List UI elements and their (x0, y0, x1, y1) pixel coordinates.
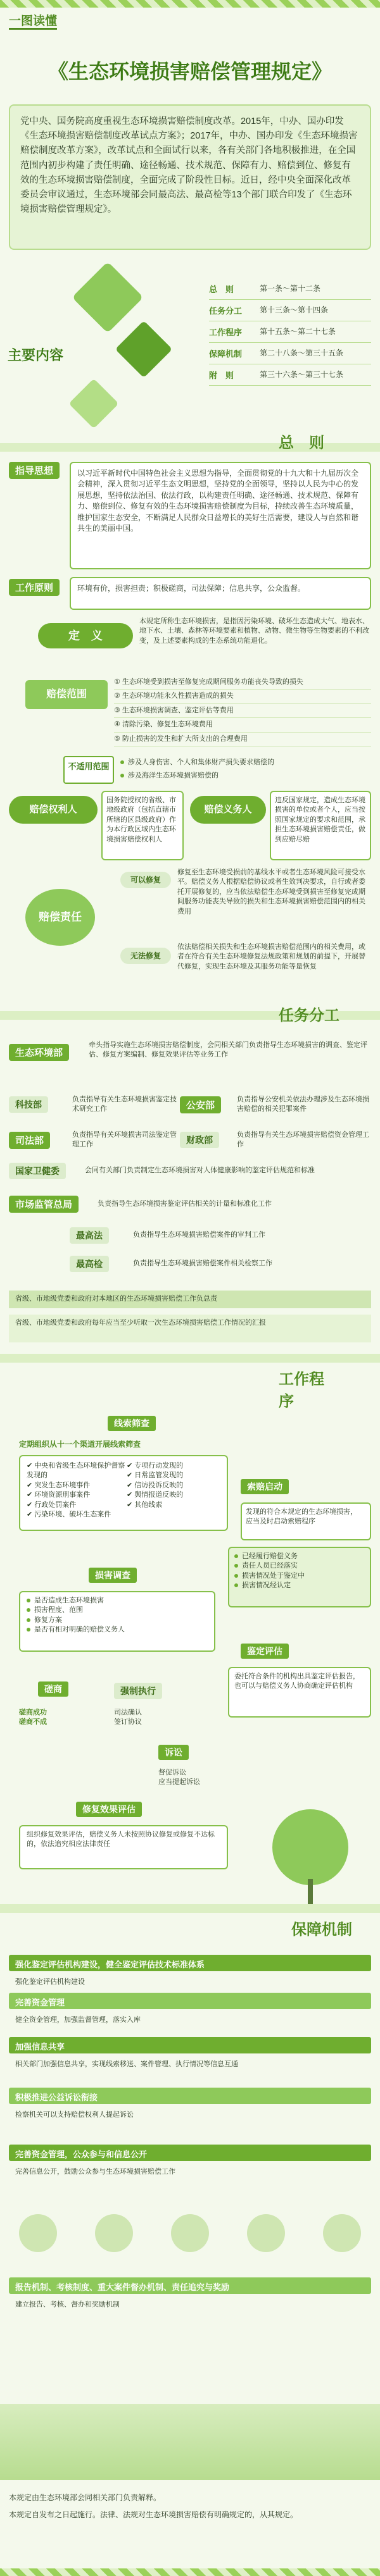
consult-success: 磋商成功 (19, 1709, 47, 1716)
principle-text: 环境有价，损害担责；积极磋商，司法保障；信息共享，公众监督。 (77, 584, 306, 593)
footer-line-1: 本规定由生态环境部会同相关部门负责解释。 (9, 2493, 162, 2502)
header-tag (9, 11, 57, 28)
org-top-label (9, 1044, 85, 1065)
liability-label: 赔偿责任 (25, 889, 95, 946)
clue-box (19, 1455, 228, 1531)
org-health-label: 国家卫健委 (9, 1163, 66, 1179)
clue-item: ✔ 污染环境、破坏生态案件 (27, 1510, 111, 1518)
chapter-range: 第十三条～第十四条 (260, 305, 329, 314)
enforce-item: 司法确认 (114, 1709, 142, 1716)
procedure-title (279, 1366, 329, 1411)
guarantee-title-text: 保障机制 (291, 1921, 352, 1938)
scope-label: 赔偿范围 (25, 680, 108, 709)
province-text-1: 省级、市地级党委和政府对本地区的生态环境损害赔偿工作负总责 (15, 1295, 217, 1303)
exclude-label: 不适用范围 (63, 756, 114, 784)
exclude-item (120, 756, 371, 769)
org-top-text: 生态环境部 (9, 1044, 69, 1061)
chapter-item (209, 343, 371, 364)
icon-row (19, 2214, 361, 2265)
repair-text: 组织修复效果评估，赔偿义务人未按照协议修复或修复不达标的，依法追究相应法律责任 (27, 1831, 215, 1848)
org-top-box (89, 1041, 371, 1079)
guarantee-text-3: 相关部门加强信息共享，实现线索移送、案件管理、执行情况等信息互通 (15, 2060, 238, 2068)
principle-label (9, 579, 60, 596)
obligor-label: 赔偿义务人 (190, 796, 266, 824)
litigation-item: 应当提起诉讼 (158, 1778, 200, 1786)
consult-sub (19, 1708, 108, 1728)
section-divider (0, 1354, 380, 1363)
repair-label (76, 1803, 142, 1816)
chapter-name: 工作程序 (209, 328, 243, 337)
chapter-name: 附 则 (209, 371, 234, 380)
principle-label-text: 工作原则 (9, 579, 60, 596)
clue-item: ✔ 信访投诉反映的 (126, 1481, 184, 1489)
survey-right-item: 损害情况处于鉴定中 (234, 1571, 365, 1581)
repairable-label: 可以修复 (120, 872, 171, 888)
clue-item: ✔ 环境资源刑事案件 (27, 1491, 91, 1499)
province-note-2 (9, 1315, 371, 1342)
appraisal-label (241, 1645, 289, 1657)
exclude-list (120, 756, 371, 783)
survey-right-box (228, 1547, 371, 1607)
footer-line-2: 本规定自发布之日起施行。法律、法规对生态环境损害赔偿有明确规定的，从其规定。 (9, 2510, 298, 2520)
page-title: 《生态环境损害赔偿管理规定》 (48, 60, 332, 83)
guiding-label-text: 指导思想 (9, 462, 60, 479)
chapter-range: 第二十八条～第三十五条 (260, 348, 344, 357)
tasks-title (279, 1003, 339, 1025)
appraisal-label-text: 鉴定评估 (241, 1644, 289, 1659)
guarantee-bar-2: 完善资金管理 (9, 1993, 371, 2009)
consult-label-text: 磋商 (38, 1681, 68, 1697)
zongze-title-text: 总 则 (279, 435, 324, 452)
footer (9, 2492, 371, 2521)
chapter-item (209, 321, 371, 343)
zongze-title (279, 430, 324, 452)
survey-right-item: 损害情况经认定 (234, 1581, 365, 1590)
definition-text: 本规定所称生态环境损害，是指因污染环境、破坏生态造成大气、地表水、地下水、土壤、森林等环境要素和植物、动物、微生物等生物要素的不利改变，及上述要素构成的生态系统功能退化。 (139, 617, 369, 645)
scope-item: ③ 生态环境损害调查、鉴定评估等费用 (114, 704, 371, 718)
repairable-box (177, 868, 371, 936)
guarantee-text-6: 建立报告、考核、督办和奖励机制 (15, 2301, 120, 2308)
people-icon (95, 2214, 133, 2252)
org-label: 司法部 (9, 1132, 72, 1149)
procedure-title-text: 工作程序 (279, 1371, 324, 1410)
province-note-1 (9, 1291, 371, 1308)
org-market-label: 市场监管总局 (9, 1196, 79, 1213)
chapter-range: 第一条～第十二条 (260, 283, 321, 293)
chapter-range: 第十五条～第二十七条 (260, 326, 336, 336)
org-pairs (9, 1087, 371, 1158)
org-proc-desc: 负责指导生态环境损害赔偿案件相关检察工作 (133, 1260, 272, 1268)
scope-item: ① 生态环境受到损害至修复完成期间服务功能丧失导致的损失 (114, 676, 371, 690)
org-desc: 负责指导有关生态环境损害赔偿资金管理工作 (237, 1130, 369, 1148)
survey-item: 是否有相对明确的赔偿义务人 (27, 1625, 208, 1635)
case-item: 发现的符合本规定的生态环境损害， (246, 1508, 357, 1516)
enforce-label-text: 强制执行 (114, 1683, 162, 1699)
survey-item: 修复方案 (27, 1616, 208, 1625)
chapter-item (209, 278, 371, 300)
repairable-text: 修复至生态环境受损前的基线水平或者生态环境风险可接受水平。赔偿义务人根据赔偿协议或者生效判决要求，自行或者委托开展修复的，应当依法赔偿生态环境受到损害至修复完成期间服务功能丧失导致的损失和生态环境损害赔偿范围内的相关费用 (177, 869, 365, 915)
case-item: 应当及时启动索赔程序 (246, 1518, 315, 1526)
survey-label-text: 损害调查 (89, 1568, 137, 1583)
clue-label-text: 线索筛查 (108, 1416, 156, 1431)
org-label: 科技部 (9, 1096, 72, 1113)
guiding-label (9, 462, 60, 479)
diamond-decoration (72, 261, 143, 333)
chapter-name: 总 则 (209, 285, 234, 294)
chapter-range: 第三十六条～第三十七条 (260, 369, 344, 379)
guarantee-bar-6: 报告机制、考核制度、重大案件督办机制、责任追究与奖励 (9, 2277, 371, 2294)
clue-intro-text: 定期组织从十一个渠道开展线索筛查 (19, 1440, 141, 1449)
survey-label (89, 1569, 137, 1582)
main-content-label (8, 345, 63, 364)
clue-item: ✔ 舆情报道反映的 (126, 1491, 184, 1499)
intro-card (9, 104, 371, 250)
case-label-text: 索赔启动 (241, 1479, 289, 1494)
scope-item: ② 生态环境功能永久性损害造成的损失 (114, 690, 371, 703)
org-health-desc: 会同有关部门负责制定生态环境损害对人体健康影响的鉴定评估规范和标准 (85, 1167, 315, 1175)
exclude-text: 涉及海洋生态环境损害赔偿的 (128, 772, 218, 780)
guarantee-text-4: 检察机关可以支持赔偿权利人提起诉讼 (15, 2111, 134, 2119)
org-desc: 负责指导有关生态环境损害鉴定技术研究工作 (72, 1095, 177, 1113)
guarantee-bar-5: 完善资金管理，公众参与和信息公开 (9, 2145, 371, 2161)
survey-item: 损害程度、范围 (27, 1606, 208, 1615)
org-desc: 负责指导有关环境损害司法鉴定管理工作 (72, 1130, 177, 1148)
clue-item: ✔ 日常监管发现的 (126, 1471, 184, 1480)
org-market (9, 1196, 371, 1213)
guiding-text: 以习近平新时代中国特色社会主义思想为指导，全面贯彻党的十九大和十九届历次全会精神，深入贯彻习近平生态文明思想，坚持党的全面领导，坚持以人民为中心的发展思想，坚持依法治国、依法行政，以构建责任明确、途径畅通、技术规范、保障有力、赔偿到位、修复有效的生态环境损害赔偿制度为目标，持续改善生态环境质量，维护国家生态安全，不断满足人民群众日益增长的美好生活需要，建设人与自然和谐共生的美丽中国。 (77, 469, 359, 533)
claimant-card (101, 791, 184, 860)
scope-item: ⑤ 防止损害的发生和扩大所支出的合理费用 (114, 733, 371, 746)
tree-trunk-icon (308, 1879, 313, 1904)
repair-box (19, 1825, 228, 1869)
org-top-desc: 牵头指导实施生态环境损害赔偿制度，会同相关部门负责指导生态环境损害的调查、鉴定评估、修复方案编制、修复效果评估等业务工作 (89, 1041, 367, 1059)
clue-item: ✔ 中央和省级生态环境保护督察发现的 (27, 1462, 125, 1480)
appraisal-box (228, 1667, 371, 1718)
org-desc: 负责指导公安机关依法办理涉及生态环境损害赔偿的相关犯罪案件 (237, 1095, 369, 1113)
hand-icon (171, 2214, 209, 2252)
enforce-item: 签订协议 (114, 1718, 142, 1726)
clue-label (108, 1417, 156, 1430)
litigation-label (158, 1746, 189, 1759)
chapter-list (209, 278, 371, 386)
survey-right-item: 已经履行赔偿义务 (234, 1552, 365, 1561)
scope-list (114, 676, 371, 746)
definition-label: 定 义 (38, 623, 133, 648)
org-court-desc: 负责指导生态环境损害赔偿案件的审判工作 (133, 1231, 265, 1239)
guarantee-title (291, 1917, 352, 1939)
diamond-decoration (68, 378, 118, 428)
org-court (70, 1227, 371, 1244)
litigation-label-text: 诉讼 (158, 1745, 189, 1760)
org-label: 财政部 (180, 1132, 237, 1148)
guarantee-text-5: 完善信息公开，鼓励公众参与生态环境损害赔偿工作 (15, 2168, 175, 2176)
obligor-card (270, 791, 371, 860)
org-health (9, 1163, 371, 1179)
document-icon (19, 2214, 57, 2252)
section-divider (0, 1904, 380, 1913)
org-proc-label: 最高检 (70, 1256, 109, 1272)
obligor-text: 违反国家规定，造成生态环境损害的单位或者个人，应当按照国家规定的要求和范围，承担生态环境损害赔偿责任，做到应赔尽赔 (275, 796, 365, 843)
chapter-item (209, 364, 371, 386)
guarantee-bar-4: 积极推进公益诉讼衔接 (9, 2088, 371, 2104)
litigation-item: 督促诉讼 (158, 1769, 186, 1776)
enforce-sub (114, 1708, 215, 1728)
survey-box (19, 1591, 215, 1652)
principle-card (70, 577, 371, 610)
province-text-2: 省级、市地级党委和政府每年应当至少听取一次生态环境损害赔偿工作情况的汇报 (15, 1319, 266, 1327)
survey-right-item: 责任人员已经落实 (234, 1561, 365, 1571)
top-stripe (0, 0, 380, 8)
bottom-stripe (0, 2568, 380, 2576)
case-box (241, 1502, 371, 1540)
clue-item: ✔ 突发生态环境事件 (27, 1481, 91, 1489)
chapter-name: 保障机制 (209, 349, 243, 359)
org-court-label: 最高法 (70, 1227, 109, 1244)
consult-label (38, 1683, 68, 1695)
lawn-decoration (0, 2404, 380, 2480)
scope-item: ④ 清除污染、修复生态环境费用 (114, 718, 371, 732)
exclude-item (120, 769, 371, 783)
scale-icon (247, 2214, 285, 2252)
leaf-icon (323, 2214, 361, 2252)
unrepairable-box (177, 943, 371, 993)
header-tag-text: 一图读懂 (9, 15, 57, 30)
clue-intro (19, 1439, 247, 1450)
guarantee-text-2: 健全资金管理，加强监督管理，落实入库 (15, 2016, 141, 2024)
chapter-item (209, 300, 371, 321)
consult-fail: 磋商不成 (19, 1718, 47, 1726)
survey-item: 是否造成生态环境损害 (27, 1596, 208, 1606)
intro-text: 党中央、国务院高度重视生态环境损害赔偿制度改革。2015年，中办、国办印发《生态环境损害赔偿制度改革试点方案》；2017年，中办、国办印发《生态环境损害赔偿制度改革方案》，改革试点和全面试行以来，各有关部门各地积极推进，在全国范围内初步构建了责任明确、途径畅通、技术规范、保障有力、赔偿到位、修复有效的生态环境损害赔偿制度，全面完成了阶段性目标。近日，经中央全面深化改革委员会审议通过，生态环境部会同最高法、最高检等13个部门联合印发了《生态环境损害赔偿管理规定》。 (20, 116, 358, 215)
clue-item: ✔ 其他线索 (126, 1501, 163, 1509)
appraisal-text: 委托符合条件的机构出具鉴定评估报告，也可以与赔偿义务人协商确定评估机构 (234, 1673, 360, 1690)
repair-label-text: 修复效果评估 (76, 1802, 142, 1817)
clue-item: ✔ 行政处罚案件 (27, 1501, 77, 1509)
claimant-text: 国务院授权的省级、市地级政府（包括直辖市所辖的区县级政府）作为本行政区域内生态环境损害赔偿权利人 (106, 796, 176, 843)
tree-icon (272, 1809, 348, 1885)
exclude-text: 涉及人身伤害、个人和集体财产损失要求赔偿的 (128, 759, 274, 766)
claimant-label: 赔偿权利人 (9, 796, 98, 824)
org-procuratorate (70, 1256, 371, 1272)
tasks-title-text: 任务分工 (279, 1007, 339, 1024)
clue-item: ✔ 专项行动发现的 (126, 1462, 184, 1470)
guiding-card (70, 462, 371, 569)
guarantee-text-1: 强化鉴定评估机构建设 (15, 1978, 85, 1986)
unrepairable-label: 无法修复 (120, 948, 171, 964)
guarantee-bar-3: 加强信息共享 (9, 2037, 371, 2053)
diamond-decoration (115, 321, 173, 378)
definition-box (139, 617, 371, 667)
litigation-sub (158, 1768, 260, 1788)
unrepairable-text: 依法赔偿相关损失和生态环境损害赔偿范围内的相关费用，或者在符合有关生态环境修复法规政策和规划的前提下，开展替代修复，实现生态环境及其服务功能等量恢复 (177, 943, 365, 970)
enforce-label (114, 1683, 162, 1699)
main-content-text: 主要内容 (8, 347, 64, 363)
org-market-desc: 负责指导生态环境损害鉴定评估相关的计量和标准化工作 (98, 1199, 272, 1208)
chapter-name: 任务分工 (209, 306, 243, 316)
case-label (241, 1480, 289, 1493)
org-label: 公安部 (180, 1096, 237, 1113)
guarantee-bar-1: 强化鉴定评估机构建设，健全鉴定评估技术标准体系 (9, 1955, 371, 1971)
